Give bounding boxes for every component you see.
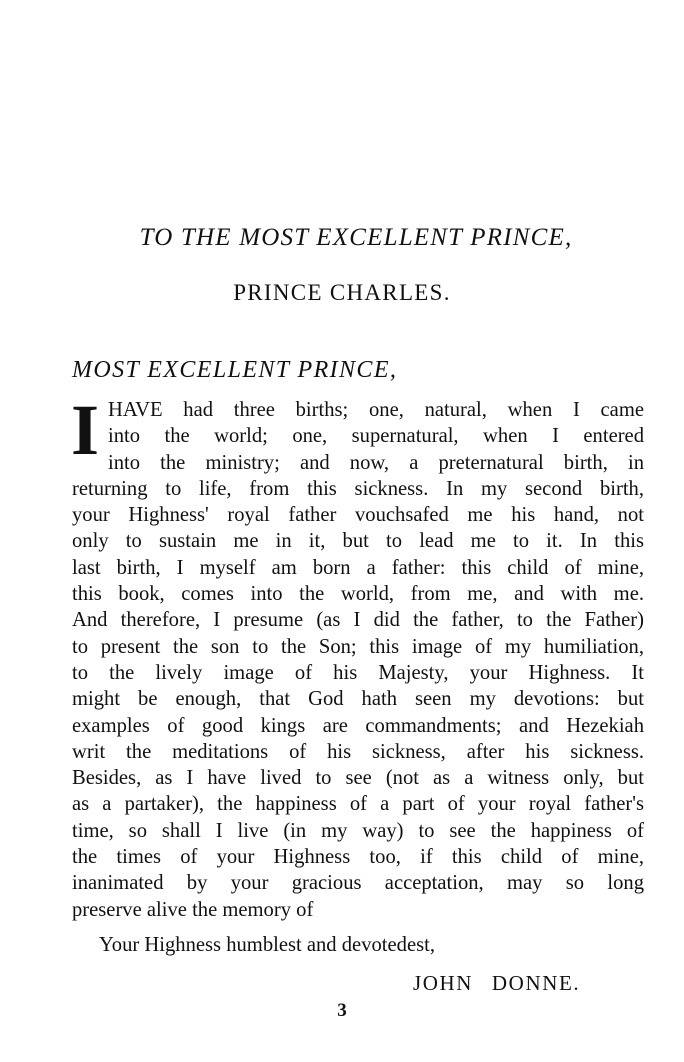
body-line: Besides, as I have lived to see (not as a witness only, but xyxy=(72,767,644,790)
body-line: the times of your Highness too, if this child of mine, xyxy=(72,846,644,869)
page-number: 3 xyxy=(337,1000,347,1021)
salutation: MOST EXCELLENT PRINCE, xyxy=(72,357,398,383)
body-line: preserve alive the memory of xyxy=(72,898,314,921)
body-line: to the lively image of his Majesty, your Highness. It xyxy=(72,661,644,684)
drop-cap: I xyxy=(71,390,100,470)
body-line: this book, comes into the world, from me, and with me. xyxy=(72,583,644,606)
body-line: might be enough, that God hath seen my devotions: but xyxy=(72,688,644,711)
dedication-heading: TO THE MOST EXCELLENT PRINCE, xyxy=(139,224,573,251)
recipient-heading: PRINCE CHARLES. xyxy=(233,280,451,305)
body-line: HAVE had three births; one, natural, when I came xyxy=(108,399,644,421)
body-line: last birth, I myself am born a father: this child of mine, xyxy=(72,556,644,579)
body-line: to present the son to the Son; this image of my humiliation, xyxy=(72,635,644,658)
body-line: your Highness' royal father vouchsafed me his hand, not xyxy=(72,504,644,527)
body-line: returning to life, from this sickness. In my second birth, xyxy=(72,477,644,500)
body-line: time, so shall I live (in my way) to see the happiness of xyxy=(72,819,644,842)
signature: JOHN DONNE. xyxy=(413,971,581,995)
closing-line: Your Highness humblest and devotedest, xyxy=(99,934,435,956)
letter-body xyxy=(71,390,644,923)
body-line: And therefore, I presume (as I did the father, to the Father) xyxy=(72,609,644,632)
body-line: as a partaker), the happiness of a part of your royal father's xyxy=(72,793,644,816)
body-line: into the ministry; and now, a preternatural birth, in xyxy=(108,451,644,474)
body-line: into the world; one, supernatural, when I entered xyxy=(108,425,644,448)
body-line: only to sustain me in it, but to lead me to it. In this xyxy=(72,530,644,553)
body-line: inanimated by your gracious acceptation, may so long xyxy=(72,872,644,895)
body-line: writ the meditations of his sickness, after his sickness. xyxy=(72,740,644,763)
body-line: examples of good kings are commandments; and Hezekiah xyxy=(72,714,644,737)
